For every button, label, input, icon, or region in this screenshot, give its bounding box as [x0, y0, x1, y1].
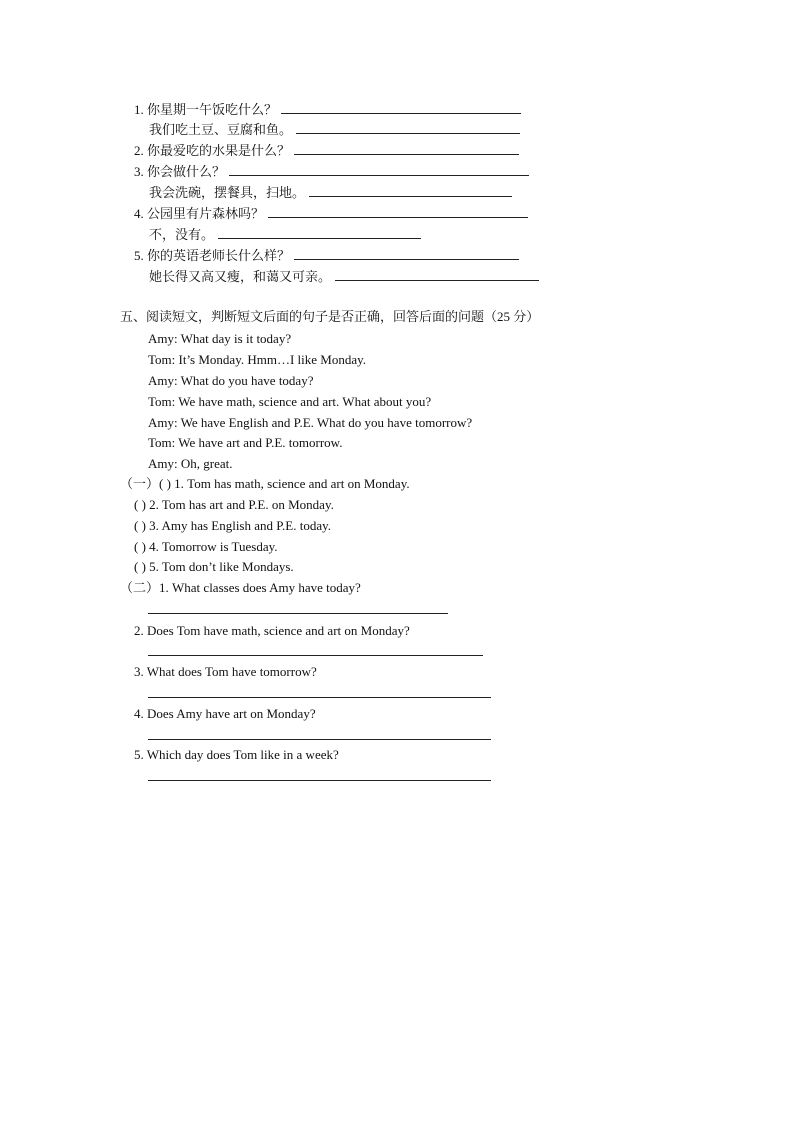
qa-question-3 [134, 664, 317, 680]
dialogue-line: Tom: It’s Monday. Hmm…I like Monday. [148, 352, 367, 367]
qa-question-5 [134, 747, 339, 763]
translate-question-1 [134, 101, 521, 118]
answer-text: 我会洗碗，摆餐具，扫地。 [149, 185, 306, 200]
qa-text: 5. Which day does Tom like in a week? [134, 747, 339, 762]
question-text: 5. 你的英语老师长什么样？ [134, 248, 291, 263]
translate-answer-1 [149, 121, 520, 138]
question-text: 4. 公园里有片森林吗？ [134, 206, 265, 221]
question-text: 3. 你会做什么？ [134, 164, 226, 179]
answer-line-2[interactable] [148, 655, 483, 656]
tf-item-3[interactable] [134, 518, 331, 534]
answer-blank[interactable] [294, 142, 519, 155]
qa-question-4 [134, 706, 316, 722]
answer-blank[interactable] [229, 163, 529, 176]
tf-item-5[interactable] [134, 559, 294, 575]
qa-text: 4. Does Amy have art on Monday? [134, 706, 316, 721]
answer-blank[interactable] [294, 247, 519, 260]
answer-blank[interactable] [296, 121, 520, 134]
tf-statement: ( ) 2. Tom has art and P.E. on Monday. [134, 497, 334, 512]
dialogue-line: Amy: We have English and P.E. What do you have tomorrow? [148, 415, 473, 430]
answer-line-1[interactable] [148, 613, 448, 614]
answer-text: 她长得又高又瘦，和蔼又可亲。 [149, 269, 332, 284]
tf-statement: ( ) 4. Tomorrow is Tuesday. [134, 539, 278, 554]
qa-prefix: （二） [120, 580, 160, 595]
answer-text: 不，没有。 [149, 227, 215, 242]
section-heading: 五、阅读短文，判断短文后面的句子是否正确，回答后面的问题（25 分） [120, 309, 540, 324]
dialogue-line: Tom: We have art and P.E. tomorrow. [148, 435, 343, 450]
qa-question-1 [120, 580, 361, 596]
qa-text: 2. Does Tom have math, science and art on Monday? [134, 623, 410, 638]
translate-question-3 [134, 163, 529, 180]
answer-blank[interactable] [309, 184, 512, 197]
qa-question-2 [134, 623, 410, 639]
answer-blank[interactable] [281, 101, 521, 114]
tf-prefix: （一） [120, 476, 160, 491]
qa-text: 1. What classes does Amy have today? [159, 580, 361, 595]
answer-line-3[interactable] [148, 697, 491, 698]
dialogue-line: Amy: What day is it today? [148, 331, 292, 346]
tf-statement: ( ) 1. Tom has math, science and art on Monday. [159, 476, 410, 491]
translate-question-5 [134, 247, 519, 264]
tf-item-1[interactable] [120, 476, 410, 492]
translate-answer-5 [149, 268, 539, 285]
translate-answer-4 [149, 226, 421, 243]
answer-text: 我们吃土豆、豆腐和鱼。 [149, 122, 293, 137]
question-text: 2. 你最爱吃的水果是什么？ [134, 143, 291, 158]
translate-question-2 [134, 142, 519, 159]
answer-line-4[interactable] [148, 739, 491, 740]
translate-answer-3 [149, 184, 512, 201]
dialogue-line: Tom: We have math, science and art. What about you? [148, 394, 432, 409]
tf-statement: ( ) 3. Amy has English and P.E. today. [134, 518, 332, 533]
translate-question-4 [134, 205, 528, 222]
dialogue-line: Amy: What do you have today? [148, 373, 314, 388]
dialogue-line: Amy: Oh, great. [148, 456, 233, 471]
answer-line-5[interactable] [148, 780, 491, 781]
question-text: 1. 你星期一午饭吃什么？ [134, 102, 278, 117]
tf-item-2[interactable] [134, 497, 334, 513]
answer-blank[interactable] [335, 268, 539, 281]
tf-item-4[interactable] [134, 539, 278, 555]
answer-blank[interactable] [218, 226, 421, 239]
qa-text: 3. What does Tom have tomorrow? [134, 664, 317, 679]
tf-statement: ( ) 5. Tom don’t like Mondays. [134, 559, 294, 574]
answer-blank[interactable] [268, 205, 528, 218]
